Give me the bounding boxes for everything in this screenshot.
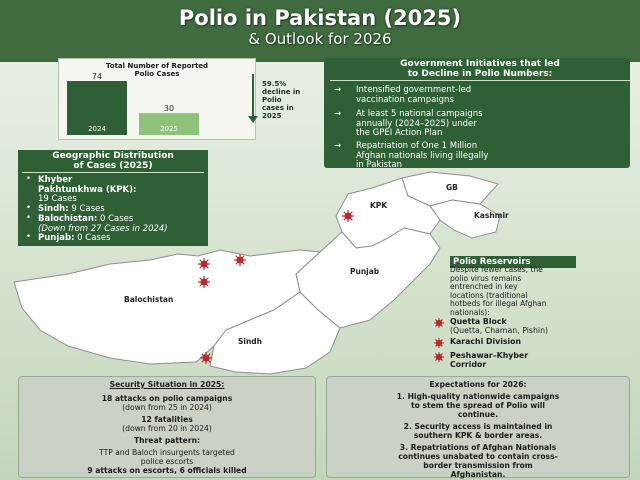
security-threat-line2: police escorts — [140, 457, 194, 466]
chart-title-line2: Polio Cases — [134, 70, 180, 78]
geo-divider — [22, 172, 204, 173]
bar-category-label: 2024 — [88, 125, 106, 133]
expectation-3-line2: continues unabated to contain cross- — [398, 452, 558, 461]
arrow-right-icon: → — [334, 141, 342, 151]
decline-line-3: Polio — [262, 96, 282, 104]
expectation-3-line4: Afghanistan. — [450, 470, 506, 479]
geo-balochistan-detail: 0 Cases — [99, 214, 134, 224]
bullet-icon: • — [26, 174, 32, 184]
geo-heading-line2: of Cases (2025) — [73, 161, 153, 171]
expectation-1-line1: 1. High-quality nationwide campaigns — [396, 392, 560, 401]
security-threat-line3: 9 attacks on escorts, 6 officials killed — [87, 466, 247, 475]
geo-item-punjab — [26, 234, 206, 244]
decline-line-2: decline in — [262, 88, 301, 96]
bar-category-label: 2025 — [160, 125, 178, 133]
security-fatalities-sub: (down from 20 in 2024) — [122, 424, 212, 433]
reservoir-quetta — [434, 318, 634, 336]
map-label-kashmir: Kashmir — [474, 211, 509, 220]
geo-sindh-name: Sindh: — [38, 204, 69, 214]
reservoir-karachi-name: Karachi Division — [450, 337, 522, 346]
government-heading-line2: to Decline in Polio Numbers: — [407, 69, 553, 79]
virus-icon — [434, 318, 444, 328]
government-heading-line1: Government Initiatives that led — [400, 59, 560, 69]
security-title-wrap — [19, 381, 315, 390]
map-label-kpk: KPK — [370, 201, 388, 210]
government-item — [334, 86, 624, 105]
reservoirs-title: Polio Reservoirs — [450, 256, 576, 268]
reservoir-peshawar-sub: Corridor — [450, 359, 487, 369]
government-divider — [330, 80, 630, 81]
map-label-sindh: Sindh — [238, 337, 263, 346]
gov-item-1-line1: Intensified government-led — [356, 85, 472, 95]
decline-arrow-icon — [248, 116, 258, 123]
hotspot-virus-icon — [234, 254, 246, 266]
gov-item-2-line3: the GPEI Action Plan — [356, 128, 443, 138]
decline-line-4: cases in — [262, 104, 294, 112]
expectations-title: Expectations for 2026: — [429, 380, 527, 389]
bullet-icon: • — [26, 213, 32, 223]
geo-punjab-name: Punjab: — [38, 233, 75, 243]
expectation-2-line2: southern KPK & border areas. — [413, 431, 543, 440]
reservoir-quetta-name: Quetta Block — [450, 317, 507, 326]
gov-item-1-line2: vaccination campaigns — [356, 94, 454, 105]
security-attacks: 18 attacks on polio campaigns — [101, 394, 233, 403]
expectations-panel — [326, 376, 630, 478]
map-label-balochistan: Balochistan — [124, 295, 174, 304]
virus-icon — [434, 352, 444, 362]
security-title: Security Situation in 2025: — [109, 380, 225, 389]
decline-line-1: 59.5% — [262, 80, 287, 88]
reservoirs-line: locations (traditional — [450, 290, 528, 300]
geographic-heading — [22, 151, 204, 171]
geo-heading-line1: Geographic Distribution — [52, 151, 174, 161]
map-label-gb: GB — [446, 183, 458, 192]
expectation-3-line3: border transmission from — [423, 461, 533, 470]
geo-punjab-detail: 0 Cases — [77, 233, 111, 243]
security-fatalities: 12 fatalities — [141, 415, 193, 424]
page-title: Polio in Pakistan (2025) — [178, 6, 462, 30]
reservoir-peshawar-name: Peshawar–Khyber — [450, 351, 529, 360]
geo-balochistan-detail2: (Down from 27 Cases in 2024) — [38, 223, 168, 234]
arrow-right-icon: → — [334, 109, 342, 119]
hotspot-virus-icon — [198, 276, 210, 288]
reservoir-quetta-sub: (Quetta, Chaman, Pishin) — [450, 325, 549, 335]
expectation-3-line1: 3. Repatriations of Afghan Nationals — [399, 443, 557, 452]
map-label-punjab: Punjab — [350, 267, 380, 276]
gov-item-3-line3: in Pakistan — [356, 160, 403, 170]
arrow-right-icon: → — [334, 85, 342, 95]
geo-item-balochistan — [26, 215, 206, 234]
gov-item-2-line2: annually (2024–2025) under — [356, 118, 477, 129]
geo-kpk-name: Khyber — [38, 175, 73, 185]
decline-line-5: 2025 — [262, 112, 282, 120]
reservoir-karachi — [434, 338, 634, 347]
reservoir-peshawar — [434, 352, 634, 370]
bar-value-label: 30 — [163, 104, 175, 114]
virus-icon — [434, 338, 444, 348]
geo-balochistan-name: Balochistan: — [38, 214, 98, 224]
gov-item-3-line1: Repatriation of One 1 Million — [356, 141, 478, 151]
reservoirs-line: hotbeds for illegal Afghan — [450, 299, 547, 308]
government-heading — [330, 59, 630, 79]
cases-chart-card — [58, 58, 256, 140]
hotspot-virus-icon — [342, 210, 354, 222]
page-subtitle: & Outlook for 2026 — [248, 30, 392, 48]
reservoirs-line: Despite fewer cases, the — [450, 265, 543, 274]
expectations-title-wrap — [327, 381, 629, 390]
geo-kpk-detail: 19 Cases — [38, 194, 77, 204]
geo-item-kpk — [26, 176, 206, 205]
bullet-icon: • — [26, 232, 32, 242]
reservoirs-description — [450, 266, 634, 317]
security-panel — [18, 376, 316, 478]
bullet-icon: • — [26, 203, 32, 213]
gov-item-3-line2: Afghan nationals living illegally — [356, 150, 489, 161]
geo-kpk-name2: Pakhtunkhwa (KPK): — [38, 184, 137, 195]
geo-sindh-detail: 9 Cases — [71, 204, 105, 214]
gov-item-2-line1: At least 5 national campaigns — [356, 109, 483, 119]
decline-note — [262, 80, 320, 120]
security-attacks-sub: (down from 25 in 2024) — [122, 403, 212, 412]
government-item — [334, 110, 624, 139]
reservoirs-line: polio virus remains — [450, 273, 522, 283]
expectation-2-line1: 2. Security access is maintained in — [403, 422, 553, 431]
reservoirs-line: entrenched in key — [450, 282, 518, 291]
government-item — [334, 142, 624, 171]
decline-arrow-shaft — [252, 74, 254, 120]
security-threat-title: Threat pattern: — [133, 436, 201, 445]
expectation-1-line2: to stem the spread of Polio will — [410, 401, 546, 410]
cases-bar-chart — [59, 59, 255, 139]
expectation-1-line3: continue. — [457, 410, 499, 419]
hotspot-virus-icon — [198, 258, 210, 270]
chart-title-line1: Total Number of Reported — [105, 62, 209, 70]
hotspot-virus-icon — [200, 352, 212, 364]
security-threat-line1: TTP and Baloch insurgents targeted — [99, 448, 235, 457]
bar-value-label: 74 — [91, 72, 103, 81]
reservoirs-line: nationals): — [450, 307, 490, 317]
